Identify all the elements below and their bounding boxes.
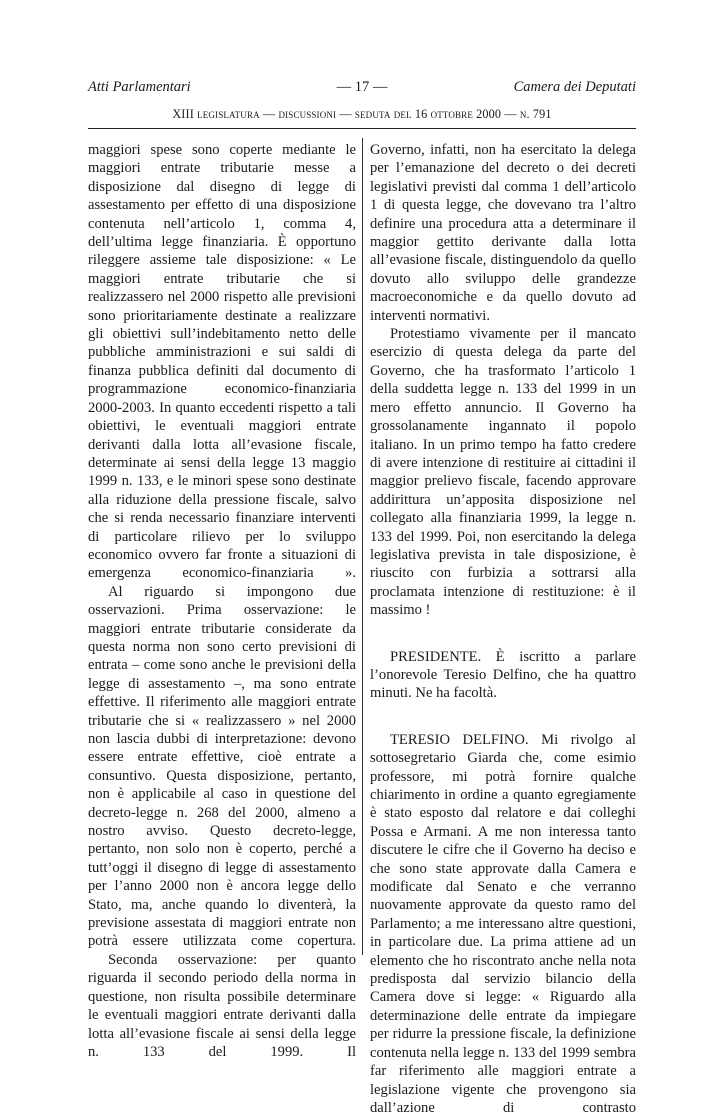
- page-header: [88, 79, 636, 101]
- speaker-spacer-2: [370, 703, 636, 731]
- left-paragraph-3: Seconda osservazione: per quanto riguarda il secondo periodo della norma in questione, non risulta possibile determinare le eventuali maggiori entrate derivanti dalla lotta all’evasione fiscale ai sensi della legge n. 133 del 1999. Il: [88, 951, 356, 1060]
- left-paragraph-1: maggiori spese sono coperte mediante le maggiori entrate tributarie messe a disposizione dal disegno di legge di assestamento per effetto di una disposizione contenuta nell’articolo 1, comma 4, dell’ultima legge finanziaria. È opportuno rileggere assieme tale disposizione: « Le maggiori entrate tributarie che si realizzassero nel 2000 rispetto alle previsioni sono prioritariamente destinate a realizzare gli obiettivi sull’indebitamento netto delle pubbliche amministrazioni e sui saldi di finanza pubblica definiti dal documento di programmazione economico-finanziaria 2000-2003. In quanto eccedenti rispetto a tali obiettivi, le eventuali maggiori entrate derivanti dalla lotta all’evasione fiscale, determinate ai sensi della legge 13 maggio 1999 n. 133, e le minori spese sono destinate alla riduzione della pressione fiscale, salvo che si renda necessario finanziare interventi di particolare rilievo per lo sviluppo economico ovvero far fronte a situazioni di emergenza economico-finanziaria ».: [88, 142, 356, 582]
- column-divider: [362, 138, 363, 955]
- session-info-text: XIII legislatura — discussioni — seduta del 16 ottobre 2000 — n. 791: [172, 107, 552, 121]
- right-column: [370, 141, 636, 1117]
- right-paragraph-1: Governo, infatti, non ha esercitato la delega per l’emanazione del decreto o dei decreti legislativi previsti dal comma 1 dell’articolo 1 di questa legge, che dovevano tra l’altro definire una procedura atta a determinare il maggior gettito derivante dalla lotta all’evasione fiscale, distinguendolo da quello dovuto allo sviluppo delle grandezze macroeconomiche e da quello dovuto ad interventi normativi.: [370, 142, 636, 324]
- right-paragraph-president: PRESIDENTE. È iscritto a parlare l’onorevole Teresio Delfino, che ha quattro minuti. Ne ha facoltà.: [370, 648, 636, 702]
- page-number: — 17 —: [336, 79, 388, 95]
- header-publication: Atti Parlamentari: [88, 79, 191, 95]
- left-paragraph-2: Al riguardo si impongono due osservazioni. Prima osservazione: le maggiori entrate tributarie considerate da questa norma non sono certo previsioni di entrata – come sono anche le previsioni della legge di assestamento –, ma sono entrate effettive. Il riferimento alle maggiori entrate tributarie che si « realizzassero » nel 2000 non lascia dubbi di interpretazione: devono essere entrate effettive, cioè entrate a consuntivo. Questa disposizione, pertanto, non è applicabile al caso in questione del decreto-legge n. 268 del 2000, almeno a nostro avviso. Questo decreto-legge, pertanto, non solo non è coperto, perché a tutt’oggi il disegno di legge di assestamento per l’anno 2000 non è ancora legge dello Stato, ma, anche quando lo diventerà, la previsione assestata di maggiori entrate non potrà essere utilizzata come copertura.: [88, 583, 356, 950]
- header-rule: [88, 128, 636, 129]
- header-chamber: Camera dei Deputati: [513, 79, 636, 95]
- left-column: [88, 141, 356, 1061]
- right-paragraph-2: Protestiamo vivamente per il mancato esercizio di questa delega da parte del Governo, che ha trasformato l’articolo 1 della suddetta legge n. 133 del 1999 in un mero effetto annuncio. Il Governo ha grossolanamente ingannato il popolo italiano. In un primo tempo ha fatto credere di avere intenzione di restituire ai cittadini il maggior prelievo fiscale, facendo approvare addirittura un’apposita disposizione nel collegato alla finanziaria 1999, la legge n. 133 del 1999. Poi, non esercitando la delega legislativa prevista in tale disposizione, è riuscito con furbizia a sottrarsi alla proclamata intenzione di restituzione: è il massimo !: [370, 326, 636, 619]
- session-info: [88, 107, 636, 122]
- speaker-spacer: [370, 620, 636, 648]
- right-paragraph-delfino: TERESIO DELFINO. Mi rivolgo al sottosegretario Giarda che, come esimio professore, mi potrà fornire qualche chiarimento in ordine a quanto egregiamente è stato esposto dal relatore e dai colleghi Possa e Armani. A me non interessa tanto discutere le cifre che il Governo ha deciso e che sono state approvate dalla Camera e modificate dal Senato e che verranno nuovamente approvate da questo ramo del Parlamento; a me interessano altre questioni, in particolare due. La prima attiene ad un elemento che ho riscontrato anche nella nota predisposta dal servizio bilancio della Camera dove si legge: « Riguardo alla determinazione delle entrate da impiegare per ridurre la pressione fiscale, la definizione contenuta nella legge n. 133 del 1999 sembra far riferimento alle maggiori entrate a legislazione vigente che provengono sia dall’azione di contrasto: [370, 731, 636, 1116]
